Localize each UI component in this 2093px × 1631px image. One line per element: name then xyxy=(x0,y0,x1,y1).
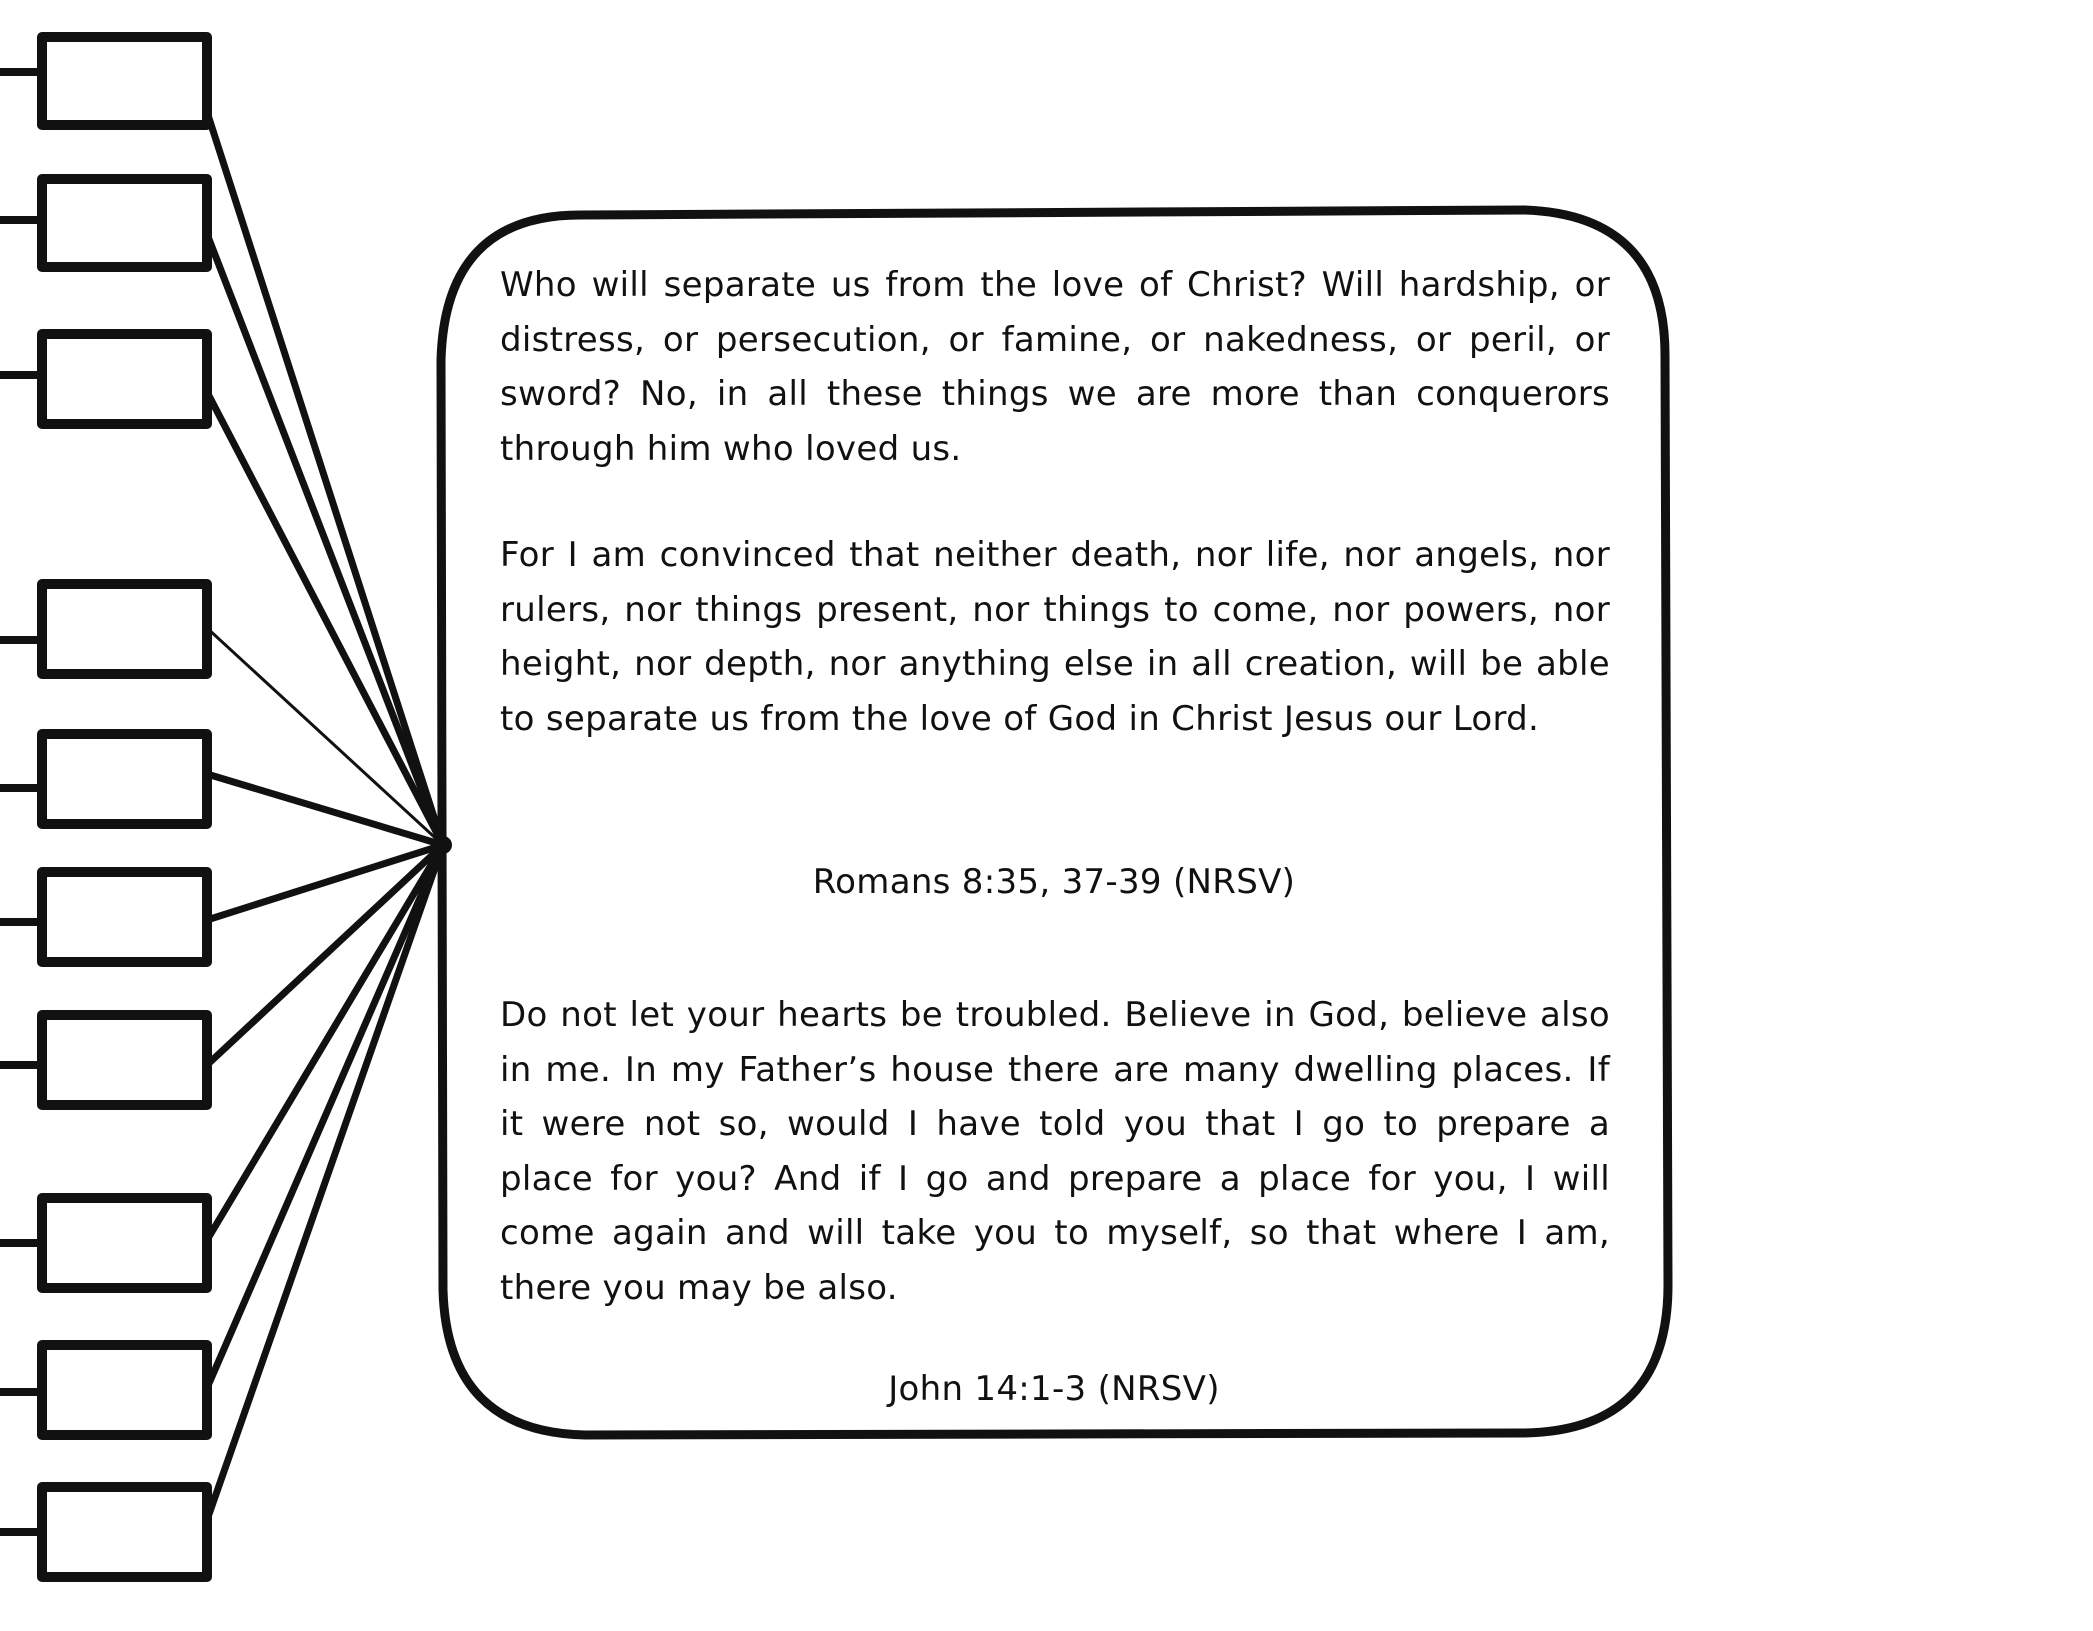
connector-line xyxy=(207,392,443,845)
scripture-panel xyxy=(490,258,1618,1430)
passage-john-14-1-3: Do not let your hearts be troubled. Believe in God, believe also in me. In my Father’s house there are many dwelling places. If it were not so, would I have told you that I go to prepare a place for you? And if I go and prepare a place for you, I will come again and will take you to myself, so that where I am, there you may be also. xyxy=(500,995,1610,1308)
reference-romans: Romans 8:35, 37-39 (NRSV) xyxy=(812,862,1296,902)
connector-line xyxy=(207,845,443,1388)
connector-line xyxy=(207,234,443,845)
passage-romans-8-37-39: For I am convinced that neither death, nor life, nor angels, nor rulers, nor things present, nor things to come, nor powers, nor height, nor depth, nor anything else in all creation, will be able to separate us from the love of God in Christ Jesus our Lord. xyxy=(500,535,1610,739)
reference-john: John 14:1-3 (NRSV) xyxy=(888,1369,1220,1409)
blank-answer-box xyxy=(42,1015,207,1105)
connector-lines xyxy=(207,112,443,1520)
blank-answer-box xyxy=(42,584,207,674)
blank-answer-box xyxy=(42,1345,207,1435)
blank-answer-box xyxy=(42,1487,207,1577)
blank-answer-box xyxy=(42,872,207,962)
junction-dot xyxy=(434,836,452,854)
blank-answer-box xyxy=(42,179,207,267)
blank-answer-box xyxy=(42,334,207,424)
blank-boxes xyxy=(0,37,207,1577)
blank-answer-box xyxy=(42,1198,207,1288)
connector-line xyxy=(207,774,443,845)
blank-answer-box xyxy=(42,37,207,125)
passage-romans-8-35: Who will separate us from the love of Christ? Will hardship, or distress, or persecution, or famine, or nakedness, or peril, or sword? No, in all these things we are more than conquerors through him who loved us. xyxy=(500,265,1610,469)
blank-answer-box xyxy=(42,734,207,824)
